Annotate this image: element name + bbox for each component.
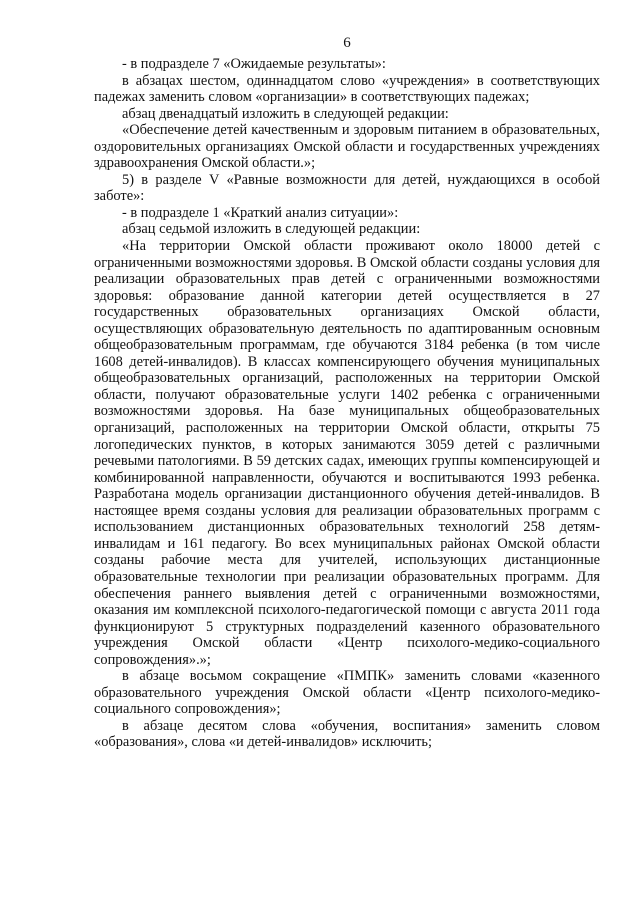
paragraph-section-v: 5) в разделе V «Равные возможности для детей, нуждающихся в особой заботе»: <box>94 171 600 205</box>
paragraph-subsection-7: - в подразделе 7 «Ожидаемые результаты»: <box>122 56 386 72</box>
paragraph-twelfth-intro: абзац двенадцатый изложить в следующей редакции: <box>122 105 449 122</box>
paragraph-subsection-1: - в подразделе 1 «Краткий анализ ситуации»: <box>122 204 399 221</box>
paragraph-omsk-quote: «На территории Омской области проживают около 18000 детей с ограниченными возможностями здоровья. В Омской области созданы условия для реализации образовательных прав детей с ограниченными возможностями здоровья: образование данной категории детей осуществляется в 27 государственных образовательных организациях Омской области, осуществляющих образовательную деятельность по адаптированным основным общеобразовательным программам, где обучаются 3184 ребенка (в том числе 1608 детей-инвалидов). В классах компенсирующего обучения муниципальных общеобразовательных организаций, расположенных на территории Омской области, получают образовательные услуги 1402 ребенка с ограниченными возможностями здоровья. На базе муниципальных общеобразовательных организаций, расположенных на территории Омской области, открыты 75 логопедических пунктов, в которых занимаются 3059 детей с различными речевыми патологиями. В 59 детских садах, имеющих группы компенсирующей и комбинированной направленности, обучаются и воспитываются 1993 ребенка. Разработана модель организации дистанционного обучения детей-инвалидов. В настоящее время созданы условия для реализации образовательных программ с использованием дистанционных образовательных технологий 258 детям-инвалидам и 161 педагогу. Во всех муниципальных районах Омской области созданы рабочие места для учителей, использующих дистанционные образовательные технологии при реализации образовательных программ. Для обеспечения раннего выявления детей с ограниченными возможностями, оказания им комплексной психолого-педагогической помощи с августа 2011 года функционируют 5 структурных подразделений казенного образовательного учреждения Омской области «Центр психолого-медико-социального сопровождения».»; <box>94 238 600 668</box>
paragraph-eighth-pmpk: в абзаце восьмом сокращение «ПМПК» заменить словами «казенного образовательного учреждения Омской области «Центр психолого-медико-социального сопровождения»; <box>94 668 600 718</box>
paragraph-replace-word: в абзацах шестом, одиннадцатом слово «учреждения» в соответствующих падежах заменить словом «организации» в соответствующих падежах; <box>94 72 600 106</box>
paragraph-seventh-intro: абзац седьмой изложить в следующей редакции: <box>122 221 421 238</box>
paragraph-nutrition-quote: «Обеспечение детей качественным и здоровым питанием в образовательных, оздоровительных организациях Омской области и государственных учреждениях здравоохранения Омской области.»; <box>94 122 600 172</box>
paragraph-tenth-replace: в абзаце десятом слова «обучения, воспитания» заменить словом «образования», слова «и детей-инвалидов» исключить; <box>94 717 600 751</box>
page-number: 6 <box>343 35 351 51</box>
document-body <box>94 56 600 751</box>
